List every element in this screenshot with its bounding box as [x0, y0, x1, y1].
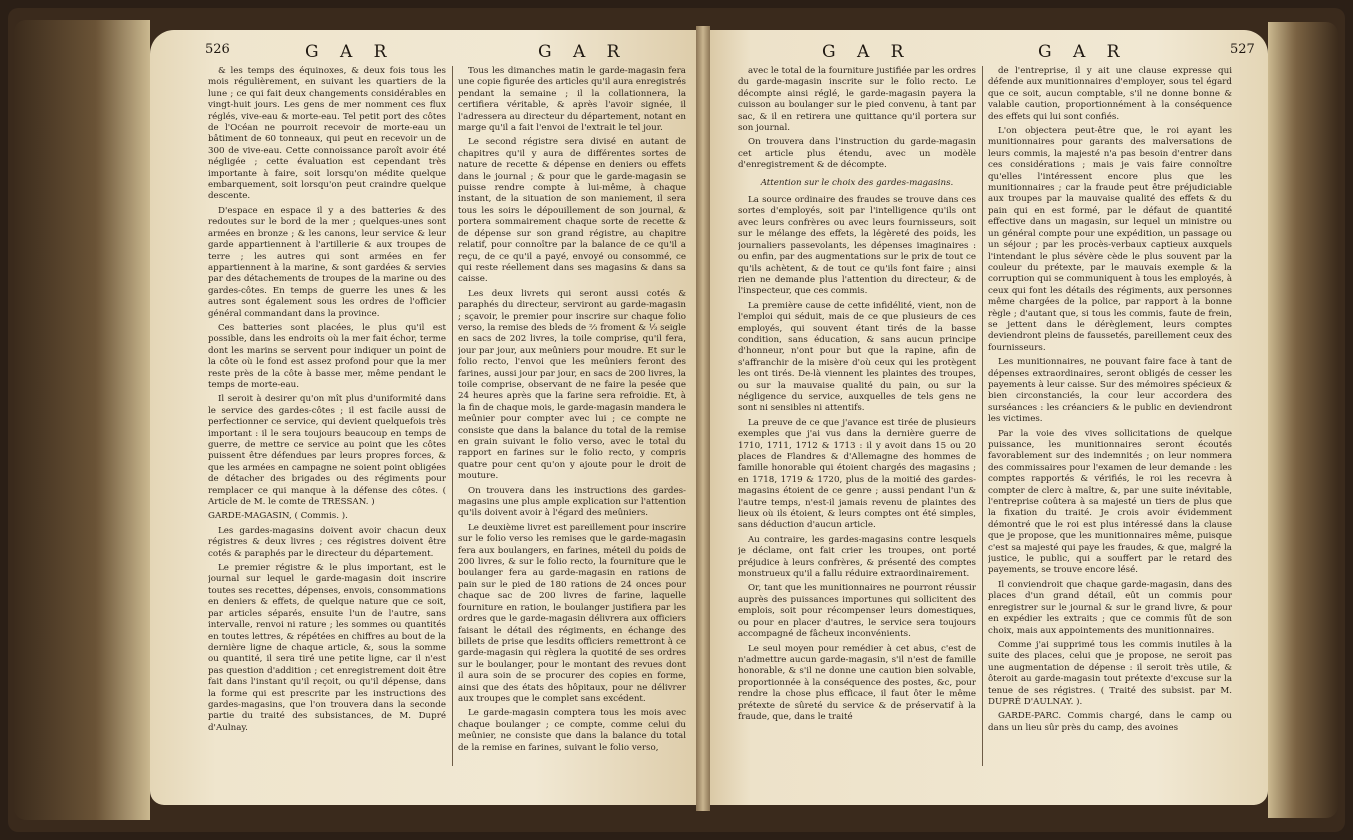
- paragraph: Les gardes-magasins doivent avoir chacun deux régistres & deux livres ; ces régistres doivent être cotés & paraphés par le directeur du département.: [208, 525, 446, 559]
- paragraph: Au contraire, les gardes-magasins contre lesquels je déclame, ont fait crier les troupes, ont porté préjudice à leurs confrères, & présenté des comptes monstrueux qu'il a fallu réduire extraordinairement.: [738, 534, 976, 580]
- right-page-column-2: [988, 66, 1232, 766]
- paragraph: Le deuxième livret est pareillement pour inscrire sur le folio verso les remises que le garde-magasin fera aux boulangers, en farines, méteil du poids de 200 livres, & sur le folio recto, la fourniture que le boulanger fera au garde-magasin en rations de pain sur le pied de 180 rations de 24 onces pour chaque sac de 200 livres de farine, laquelle fourniture en ration, le boulanger justifiera par les ordres que le garde-magasin délivrera aux officiers faisant le détail des régiments, en échange des billets de prise que lesdits officiers remettront à ce garde-magasin qui règlera la quotité de ses ordres sur le boulanger, pour le montant des revues dont il aura soin de se procurer des copies en forme, ainsi que des états des hôpitaux, pour ne délivrer aux troupes que le complet sans excédent.: [458, 522, 686, 704]
- paragraph: Tous les dimanches matin le garde-magasin fera une copie figurée des articles qu'il aura enregistrés pendant la semaine ; il la collationnera, la certifiera véritable, & après l'avoir signée, il l'adressera au directeur du département, notant en marge qu'il a fait l'envoi de l'extrait le tel jour.: [458, 66, 686, 134]
- right-page-edges: [1268, 22, 1338, 818]
- paragraph: Ces batteries sont placées, le plus qu'il est possible, dans les endroits où la mer fait échor, terme dont les marins se servent pour indiquer un point de la côte où le fond est assez profond pour que la mer reste près de la côte à basse mer, même pendant le temps de morte-eau.: [208, 322, 446, 390]
- right-page-column-1: [738, 66, 976, 766]
- paragraph: GARDE-PARC. Commis chargé, dans le camp ou dans un lieu sûr près du camp, des avoines: [988, 711, 1232, 733]
- paragraph: Par la voie des vives sollicitations de quelque puissance, les munitionnaires seront écoutés favorablement sur des indemnités ; on leur nommera des commissaires pour l'examen de leur demande : les comptes rapportés & vérifiés, le roi les recevra à compter de clerc à maître, &, par une suite inévitable, l'entreprise coûtera à sa majesté un tiers de plus que la fixation du traité. Je crois avoir évidemment démontré que le roi est plus intéressé dans la clause que je propose, que les munitionnaires même, puisque c'est sa majesté qui paye les fraudes, & que, malgré la justice, le public, qui a souffert par le retard des payements, se trouve encore lésé.: [988, 428, 1232, 576]
- right-column-rule: [982, 66, 983, 766]
- paragraph: Le second régistre sera divisé en autant de chapitres qu'il y aura de différentes sortes de nature de recette & dépense en deniers ou effets dans le journal ; & pour que le garde-magasin se puisse rendre compte à lui-même, à chaque instant, de la situation de son maniement, il sera tous les soirs le dépouillement de son journal, & portera sommairement chaque sorte de recette & de dépense sur son grand régistre, au chapitre relatif, pour connoître par la balance de ce qu'il a reçu, de ce qu'il a payé, envoyé ou consommé, ce qui reste réellement dans ses magasins & dans sa caisse.: [458, 137, 686, 285]
- paragraph: L'on objectera peut-être que, le roi ayant les munitionnaires pour garants des malversations de leurs commis, la majesté n'a pas besoin d'entrer dans ces considérations ; mais je vais faire connoître qu'elles l'intéressent encore plus que les munitionnaires ; car la fraude peut être préjudiciable aux troupes par la mauvaise qualité des effets & du pain qui en est formé, par le défaut de quantité effective dans un magasin, sur lequel un ministre ou un général compte pour une expédition, un passage ou un séjour ; par les procès-verbaux captieux auxquels l'intendant le plus sévère cède le plus souvent par la couleur du prétexte, par le mauvais exemple & la corruption qui se communiquent à tous les employés, à ceux qui font les détails des régiments, aux personnes même chargées de la police, par rapport à la bonne règle ; d'autant que, si tous les commis, faute de frein, se jettent dans le dérèglement, leurs comptes deviendront pleins de faussetés, pareillement ceux des fournisseurs.: [988, 126, 1232, 353]
- paragraph: & les temps des équinoxes, & deux fois tous les mois régulièrement, en suivant les quartiers de la lune ; ce qui fait deux changements considérables en vingt-huit jours. Les gens de mer nomment ces flux réglés, vive-eau & morte-eau. Tel petit port des côtes de l'Océan ne pourroit recevoir de morte-eau un bâtiment de 60 tonneaux, qui peut en recevoir un de 300 de vive-eau. Cette connoissance paroît avoir été négligée ; cette évaluation est cependant très importante à faire, soit lorsqu'on médite quelque embarquement, soit lorsqu'on peut craindre quelque descente.: [208, 66, 446, 202]
- paragraph: Le premier régistre & le plus important, est le journal sur lequel le garde-magasin doit inscrire toutes ses recettes, dépenses, envois, consommations en deniers & effets, de quelque nature que ce soit, par articles séparés, ensuite l'un de l'autre, sans intervalle, renvoi ni rature ; les sommes ou quantités en toutes lettres, & répétées en chiffres au bout de la dernière ligne de chaque article, &, sous la somme ou quantité, il sera tiré une petite ligne, car il n'est pas question d'addition ; cet enregistrement doit être fait dans l'instant qu'il reçoit, ou qu'il dépense, dans la forme qui est prescrite par les instructions des gardes-magasins, que l'on trouvera dans la seconde partie du traité des subsistances, de M. Dupré d'Aulnay.: [208, 563, 446, 733]
- left-page-number: 526: [205, 42, 230, 57]
- paragraph: La preuve de ce que j'avance est tirée de plusieurs exemples que j'ai vus dans la dernière guerre de 1710, 1711, 1712 & 1713 : il y avoit dans 15 ou 20 places de Flandres & d'Allemagne des hommes de famille honorable qui étoient chargés des magasins ; en 1718, 1719 & 1720, plus de la moitié des gardes-magasins étoient de ce genre ; aussi pendant l'un & l'autre temps, n'est-il jamais revenu de plaintes des lieux où ils étoient, & leurs comptes ont été simples, sans déduction d'aucun article.: [738, 417, 976, 531]
- paragraph: Or, tant que les munitionnaires ne pourront réussir auprès des puissances importunes qui sollicitent des emplois, soit pour récompenser leurs domestiques, ou pour en placer d'autres, le service sera toujours accompagné de fâcheux inconvénients.: [738, 583, 976, 640]
- paragraph: Le seul moyen pour remédier à cet abus, c'est de n'admettre aucun garde-magasin, s'il n'est de famille honorable, & s'il ne donne une caution bien solvable, proportionnée à la conséquence des postes, &c, pour rendre la chose plus efficace, il faut ôter le même prétexte de sûreté du service & de préservatif à la fraude, que, dans le traité: [738, 643, 976, 722]
- right-running-head: G A R: [1038, 42, 1128, 62]
- paragraph: La première cause de cette infidélité, vient, non de l'emploi qui séduit, mais de ce que plusieurs de ces employés, qui souvent étant tirés de la basse condition, sans éducation, & sans aucun principe d'honneur, n'ont pour but que la rapine, afin de s'affranchir de la misère d'où ceux qui les protègent les ont tirés. De-là viennent les plaintes des troupes, ou sur la mauvaise qualité du pain, ou sur la négligence du service, auxquelles de tels gens ne sont ni sensibles ni attentifs.: [738, 300, 976, 414]
- right-running-head-center: G A R: [822, 42, 912, 62]
- paragraph: D'espace en espace il y a des batteries & des redoutes sur le bord de la mer ; quelques-unes sont armées en bronze ; & les canons, leur service & leur garde appartiennent à l'artillerie & aux troupes de terre ; les autres qui sont armées en fer appartiennent à la marine, & sont gardées & servies par des détachements de troupes de la marine ou des gardes-côtes. En temps de guerre les unes & les autres sont également sous les ordres de l'officier général commandant dans la province.: [208, 205, 446, 319]
- left-running-head-center: G A R: [538, 42, 628, 62]
- book-gutter: [696, 26, 710, 811]
- paragraph: Attention sur le choix des gardes-magasins.: [760, 177, 954, 188]
- paragraph: Les deux livrets qui seront aussi cotés & paraphés du directeur, serviront au garde-magasin ; sçavoir, le premier pour inscrire sur chaque folio verso, la remise des bleds de ⅔ froment & ⅓ seigle en sacs de 202 livres, la toile comprise, qu'il fera, jour par jour, aux meûniers pour moudre. Et sur le folio recto, l'envoi que les meûniers feront des farines, aussi jour par jour, en sacs de 200 livres, la toile comprise, observant de ne faire la pesée que 24 heures après que la farine sera refroidie. Et, à la fin de chaque mois, le garde-magasin mandera le meûnier pour compter avec lui ; ce compte ne consiste que dans la balance du total de la remise en grain suivant le folio verso, avec le total du rapport en farines sur le folio recto, y compris quatre pour cent qu'on y ajoute pour le droit de mouture.: [458, 288, 686, 482]
- paragraph: avec le total de la fourniture justifiée par les ordres du garde-magasin inscrite sur le folio recto. Le décompte ainsi réglé, le garde-magasin payera la cuisson au boulanger sur le pied convenu, à tant par sac, & il en retirera une quittance qu'il portera sur son journal.: [738, 66, 976, 134]
- paragraph: GARDE-MAGASIN, ( Commis. ).: [208, 511, 348, 522]
- paragraph: Comme j'ai supprimé tous les commis inutiles à la suite des places, celui que je propose, ne seroit pas une augmentation de dépense : il seroit très utile, & ôteroit au garde-magasin tout prétexte d'excuse sur la tenue de ses régistres. ( Traité des subsist. par M. DUPRÉ D'AULNAY. ).: [988, 639, 1232, 707]
- paragraph: de l'entreprise, il y ait une clause expresse qui défende aux munitionnaires d'employer, sous tel égard que ce soit, aucun comptable, s'il ne donne bonne & valable caution, proportionnément à la conséquence des effets qui lui sont confiés.: [988, 66, 1232, 122]
- left-page-edges: [14, 20, 150, 820]
- paragraph: Il seroit à desirer qu'on mît plus d'uniformité dans le service des gardes-côtes ; il est facile aussi de perfectionner ce service, qui devient quelquefois très important : il le sera toujours beaucoup en temps de guerre, de mettre ce service au point que les côtes puissent être défendues par leurs propres forces, & que les armées en campagne ne soient point obligées de détacher des brigades ou des régiments pour remplacer ce qui manque à la défense des côtes. ( Article de M. le comte de TRESSAN. ): [208, 394, 446, 508]
- paragraph: Le garde-magasin comptera tous les mois avec chaque boulanger ; ce compte, comme celui du meûnier, ne consiste que dans la balance du total de la remise en farines, suivant le folio verso,: [458, 708, 686, 753]
- paragraph: Les munitionnaires, ne pouvant faire face à tant de dépenses extraordinaires, seront obligés de cesser les payements à leur caisse. Sur des mémoires spécieux & bien circonstanciés, la cour leur accordera des surséances : les créanciers & le public en deviendront les victimes.: [988, 357, 1232, 425]
- paragraph: Il conviendroit que chaque garde-magasin, dans des places d'un grand détail, eût un commis pour enregistrer sur le journal & sur le grand livre, & pour en expédier les extraits ; que ce commis fût de son choix, mais aux appointements des munitionnaires.: [988, 579, 1232, 636]
- left-running-head: G A R: [305, 42, 395, 62]
- right-page-number: 527: [1230, 42, 1255, 57]
- paragraph: La source ordinaire des fraudes se trouve dans ces sortes d'employés, soit par l'intelligence qu'ils ont avec leurs confrères ou avec leurs fournisseurs, soit sur le mélange des effets, la légèreté des poids, les journaliers passevolants, les dépenses imaginaires : ou enfin, par des augmentations sur le prix de tout ce qu'ils achètent, & de tout ce qu'ils font faire ; ainsi rien ne demande plus l'attention du directeur, & de l'inspecteur, que ces commis.: [738, 195, 976, 297]
- left-page-column-2: [458, 66, 686, 766]
- left-page-column-1: [208, 66, 446, 766]
- left-column-rule: [452, 66, 453, 766]
- paragraph: On trouvera dans les instructions des gardes-magasins une plus ample explication sur l'attention qu'ils doivent avoir à l'égard des meûniers.: [458, 485, 686, 519]
- paragraph: On trouvera dans l'instruction du garde-magasin cet article plus étendu, avec un modèle d'enregistrement & de décompte.: [738, 137, 976, 171]
